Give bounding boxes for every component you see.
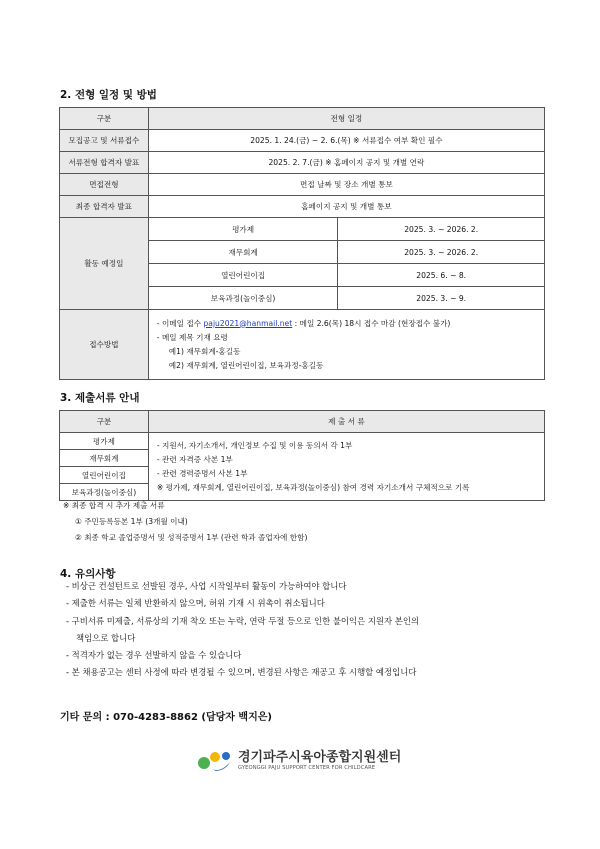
notice-item: 책임으로 합니다 <box>76 632 136 643</box>
method-example-2: 예2) 재무회계, 열린어린이집, 보육과정-홍길동 <box>168 360 324 370</box>
documents-item: - 관련 자격증 사본 1부 <box>156 454 233 464</box>
documents-label: 재무회계 <box>60 450 149 467</box>
activity-name: 보육과정(놀이중심) <box>148 287 338 310</box>
schedule-row-value: 홈페이지 공지 및 개별 통보 <box>148 196 544 218</box>
documents-list <box>148 433 544 501</box>
documents-item: - 지원서, 자기소개서, 개인정보 수집 및 이용 동의서 각 1부 <box>156 440 353 450</box>
method-line-subject: - 메일 제목 기재 요령 <box>156 332 228 342</box>
notice-item: - 구비서류 미제출, 서류상의 기재 착오 또는 누락, 연락 두절 등으로 인한 불이익은 지원자 본인의 <box>66 615 420 626</box>
notice-item: - 제출한 서류는 일체 반환하지 않으며, 허위 기재 시 위촉이 취소됩니다 <box>66 598 325 609</box>
center-logo-icon <box>196 748 234 774</box>
documents-item: - 관련 경력증명서 사본 1부 <box>156 468 248 478</box>
method-email-prefix: - 이메일 접수 <box>156 318 204 328</box>
schedule-row-label: 최종 합격자 발표 <box>60 196 149 218</box>
method-email-suffix: : 메일 2.6(목) 18시 접수 마감 (현장접수 불가) <box>292 318 451 328</box>
method-label: 접수방법 <box>60 310 149 380</box>
center-logo-subtitle: GYEONGGI PAJU SUPPORT CENTER FOR CHILDCARE <box>238 765 376 771</box>
notice-item: - 비상근 컨설턴트로 선발된 경우, 사업 시작일부터 활동이 가능하여야 합니다 <box>66 581 347 591</box>
method-line-email <box>157 317 540 331</box>
activity-period: 2025. 3. ~ 2026. 2. <box>338 241 545 264</box>
schedule-row-value: 2025. 1. 24.(금) ~ 2. 6.(목) ※ 서류접수 여부 확인 필수 <box>148 130 544 152</box>
activity-name: 평가제 <box>148 218 338 241</box>
activity-period: 2025. 6. ~ 8. <box>338 264 545 287</box>
documents-label: 보육과정(놀이중심) <box>60 484 149 501</box>
section-3-title: 3. 제출서류 안내 <box>60 392 140 404</box>
schedule-row-value: 면접 날짜 및 장소 개별 통보 <box>148 174 544 196</box>
schedule-table <box>59 107 545 380</box>
center-logo <box>196 748 401 774</box>
note-line: ① 주민등록등본 1부 (3개월 이내) <box>75 517 188 526</box>
documents-label: 평가제 <box>60 433 149 450</box>
documents-notes <box>63 498 307 546</box>
notice-item: - 본 채용공고는 센터 사정에 따라 변경될 수 있으며, 변경된 사항은 재공고 후 시행할 예정입니다 <box>66 667 417 678</box>
email-link[interactable]: paju2021@hanmail.net <box>203 318 293 328</box>
center-logo-name: 경기파주시육아종합지원센터 <box>238 750 402 765</box>
activity-period: 2025. 3. ~ 2026. 2. <box>338 218 545 241</box>
documents-label: 열린어린이집 <box>60 467 149 484</box>
activity-label: 활동 예정일 <box>60 218 149 310</box>
activity-period: 2025. 3. ~ 9. <box>338 287 545 310</box>
notice-list <box>66 578 419 682</box>
notice-item: - 적격자가 없는 경우 선발하지 않을 수 있습니다 <box>66 650 242 661</box>
note-line: ② 최종 학교 졸업증명서 및 성적증명서 1부 (관련 학과 졸업자에 한함) <box>75 533 308 542</box>
schedule-row-label: 면접전형 <box>60 174 149 196</box>
schedule-row-label: 모집공고 및 서류접수 <box>60 130 149 152</box>
activity-name: 재무회계 <box>148 241 338 264</box>
documents-item: ※ 평가제, 재무회계, 열린어린이집, 보육과정(놀이중심) 참여 경력 자기소개서 구체적으로 기록 <box>156 482 470 492</box>
note-line: ※ 최종 합격 시 추가 제출 서류 <box>63 501 165 510</box>
section-2-title: 2. 전형 일정 및 방법 <box>60 89 157 101</box>
activity-name: 열린어린이집 <box>148 264 338 287</box>
method-example-1: 예1) 재무회계-홍길동 <box>168 346 241 356</box>
schedule-header-category: 구분 <box>60 108 149 130</box>
documents-header-docs: 제 출 서 류 <box>148 411 544 433</box>
method-content <box>148 310 544 380</box>
section-4-title: 4. 유의사항 <box>60 568 116 580</box>
contact-info: 기타 문의 : 070-4283-8862 (담당자 백지은) <box>60 712 272 723</box>
schedule-row-label: 서류전형 합격자 발표 <box>60 152 149 174</box>
schedule-header-schedule: 전형 일정 <box>148 108 544 130</box>
documents-table <box>59 410 545 501</box>
schedule-row-value: 2025. 2. 7.(금) ※ 홈페이지 공지 및 개별 연락 <box>148 152 544 174</box>
documents-header-category: 구분 <box>60 411 149 433</box>
